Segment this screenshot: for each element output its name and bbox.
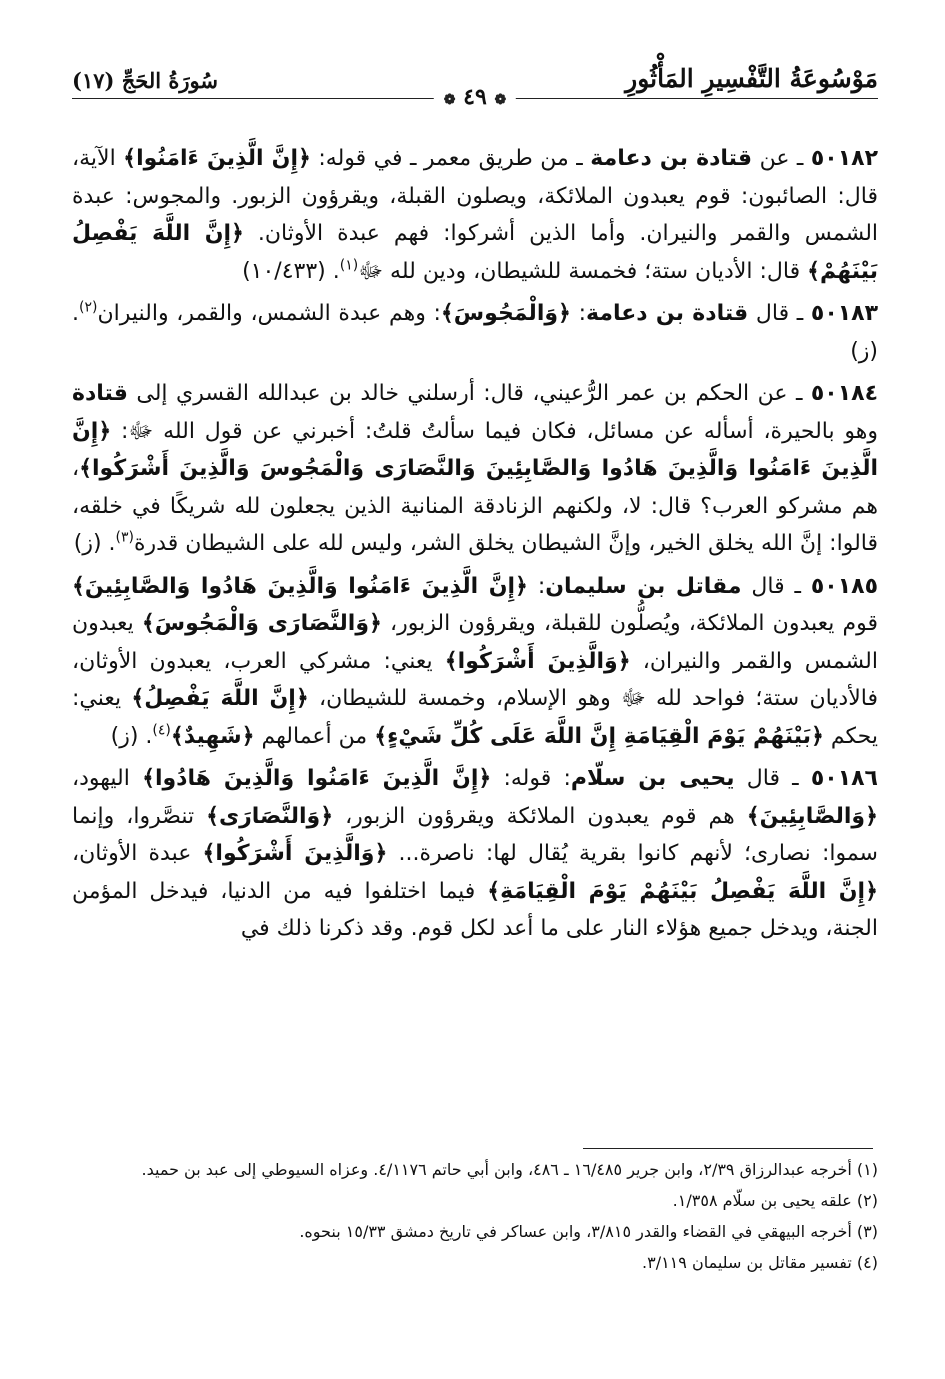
entry-number: ٥٠١٨٦	[810, 766, 878, 791]
quran-quote: ﴿وَالنَّصَارَى﴾	[206, 803, 334, 829]
footnote-ref[interactable]: (١)	[339, 257, 359, 274]
quran-quote: ﴿إِنَّ اللَّهَ يَفْصِلُ﴾	[131, 686, 309, 711]
footnote-ref[interactable]: (٢)	[79, 299, 98, 316]
book-title: مَوْسُوعَةُ التَّفْسِيرِ المَأْثُورِ	[625, 64, 878, 93]
entry-text: من أعمالهم	[254, 723, 375, 749]
narrator-name: قتادة	[72, 381, 128, 406]
narrator-name: يحيى بن سلّام	[570, 766, 735, 791]
entry-number: ٥٠١٨٤	[810, 381, 878, 406]
entry-text: . (ز)	[72, 301, 878, 364]
quran-quote: ﴿وَالَّذِينَ أَشْرَكُوا﴾	[202, 841, 388, 866]
entry-50185	[72, 568, 878, 756]
quran-quote: ﴿شَهِيدٌ﴾	[170, 723, 255, 749]
ornament-icon: ❁	[494, 92, 507, 108]
entry-text: قوم يعبدون الملائكة، ويُصلُّون للقبلة، ويقرؤون الزبور،	[381, 611, 878, 636]
entry-text: ـ عن	[752, 146, 811, 171]
page-number-block	[434, 84, 516, 113]
entry-text: ـ قال	[741, 573, 811, 599]
narrator-name: قتادة بن دعامة	[590, 146, 753, 171]
footnote-separator	[583, 1148, 873, 1149]
entry-text: فيما اختلفوا فيه من الدنيا، فيدخل المؤمن الجنة، ويدخل جميع هؤلاء النار على ما أعد لكل قوم. وقد ذكرنا ذلك في	[72, 878, 878, 941]
narrator-name: قتادة بن دعامة	[586, 301, 749, 326]
footnote-4: (٤) تفسير مقاتل بن سليمان ٣/١١٩.	[642, 1253, 878, 1272]
quran-quote: ﴿وَالْمَجُوسَ﴾	[440, 301, 571, 326]
entry-text: :	[527, 573, 546, 599]
entry-text: عبدة الأوثان،	[72, 841, 203, 866]
entry-text: الآية، قال: الصائبون: قوم يعبدون الملائكة، ويصلون القبلة، ويقرؤون الزبور. والمجوس: عبدة الشمس والقمر والنيران. وأما الذين أشركوا: فهم عبدة الأوثان.	[72, 146, 879, 246]
entry-text: يعني: مشركي العرب، يعبدون الأوثان، فالأديان ستة؛ فواحد لله ﷻ وهو الإسلام، وخمسة للشيطان،	[72, 648, 878, 711]
entry-text: تنصَّروا، وإنما سموا: نصارى؛ لأنهم كانوا بقرية يُقال لها: ناصرة...	[72, 803, 878, 866]
quran-quote: ﴿إِنَّ الَّذِينَ ءَامَنُوا وَالَّذِينَ هَادُوا وَالصَّابِئِينَ وَالنَّصَارَى وَالْمَجُوسَ وَالَّذِينَ أَشْرَكُوا﴾	[72, 418, 878, 481]
entry-text: وهو بالحيرة، أسأله عن مسائل، فكان فيما سألتُ قلتُ: أخبرني عن قول الله ﷻ:	[111, 418, 878, 444]
entry-text: ـ عن الحكم بن عمر الرُّعيني، قال: أرسلني خالد بن عبدالله القسري إلى	[127, 381, 811, 406]
main-text	[72, 140, 878, 953]
entry-text: هم قوم يعبدون الملائكة ويقرؤون الزبور،	[333, 803, 747, 829]
entry-text: ـ قال	[748, 301, 811, 326]
footnote-2: (٢) علقه يحيى بن سلّام ١/٣٥٨.	[672, 1191, 878, 1210]
entry-text: قال: الأديان ستة؛ فخمسة للشيطان، ودين لله ﷻ	[358, 258, 808, 284]
quran-quote: ﴿وَالنَّصَارَى وَالْمَجُوسَ﴾	[141, 611, 382, 636]
entry-number: ٥٠١٨٣	[810, 301, 879, 326]
entry-text: : قوله:	[491, 766, 571, 791]
quran-quote: ﴿وَالصَّابِئِينَ﴾	[746, 803, 878, 829]
quran-quote: ﴿وَالَّذِينَ أَشْرَكُوا﴾	[444, 648, 631, 674]
entry-text: : وهم عبدة الشمس، والقمر، والنيران	[97, 301, 441, 326]
entry-text: ـ قال	[734, 766, 811, 791]
quran-quote: ﴿إِنَّ اللَّهَ يَفْصِلُ بَيْنَهُمْ يَوْمَ الْقِيَامَةِ﴾	[487, 878, 878, 904]
quran-quote: ﴿بَيْنَهُمْ يَوْمَ الْقِيَامَةِ إِنَّ اللَّهَ عَلَى كُلِّ شَيْءٍ﴾	[374, 723, 824, 749]
quran-quote: ﴿إِنَّ الَّذِينَ ءَامَنُوا﴾	[123, 146, 311, 171]
entry-text: يعبدون الشمس والقمر والنيران،	[72, 611, 878, 674]
entry-text: يعني: يحكم	[72, 686, 878, 749]
quran-quote: ﴿إِنَّ اللَّهَ يَفْصِلُ بَيْنَهُمْ﴾	[72, 221, 878, 284]
surah-title: سُورَةُ الحَجِّ (١٧)	[72, 68, 218, 93]
footnote-3: (٣) أخرجه البيهقي في القضاء والقدر ٣/٨١٥، وابن عساكر في تاريخ دمشق ١٥/٣٣ بنحوه.	[299, 1222, 878, 1241]
ornament-icon: ❁	[443, 92, 456, 108]
entry-number: ٥٠١٨٥	[810, 573, 878, 599]
narrator-name: مقاتل بن سليمان	[545, 573, 742, 599]
entry-text: اليهود،	[72, 766, 143, 791]
quran-quote: ﴿إِنَّ الَّذِينَ ءَامَنُوا وَالَّذِينَ هَادُوا﴾	[142, 766, 492, 791]
footnote-1: (١) أخرجه عبدالرزاق ٢/٣٩، وابن جرير ١٦/٤٨٥ ـ ٤٨٦، وابن أبي حاتم ٤/١١٧٦. وعزاه السيوطي إلى عبد بن حميد.	[141, 1160, 878, 1179]
entry-50184	[72, 375, 878, 563]
footnotes	[72, 1156, 878, 1280]
footnote-ref[interactable]: (٣)	[115, 529, 134, 546]
entry-text: . (ز)	[73, 531, 116, 556]
footnote-ref[interactable]: (٤)	[152, 722, 171, 739]
entry-text: ، هم مشركو العرب؟ قال: لا، ولكنهم الزنادقة المنانية الذين يجعلون لله شريكًا في خلقه، قالوا: إنَّ الله يخلق الخير، وإنَّ الشيطان يخلق الشر، وليس لله على الشيطان قدرة	[72, 456, 878, 556]
entry-text: ـ من طريق معمر ـ في قوله:	[310, 146, 591, 171]
entry-50182	[72, 140, 878, 290]
entry-text: :	[570, 301, 587, 326]
page-header	[72, 64, 878, 110]
entry-50186	[72, 760, 878, 948]
entry-50183	[72, 295, 878, 370]
entry-text: . (١٠/٤٣٣)	[242, 258, 340, 284]
page-number: ٤٩	[463, 84, 487, 110]
entry-number: ٥٠١٨٢	[810, 146, 879, 171]
entry-text: . (ز)	[110, 723, 153, 749]
quran-quote: ﴿إِنَّ الَّذِينَ ءَامَنُوا وَالَّذِينَ هَادُوا وَالصَّابِئِينَ﴾	[72, 573, 528, 599]
